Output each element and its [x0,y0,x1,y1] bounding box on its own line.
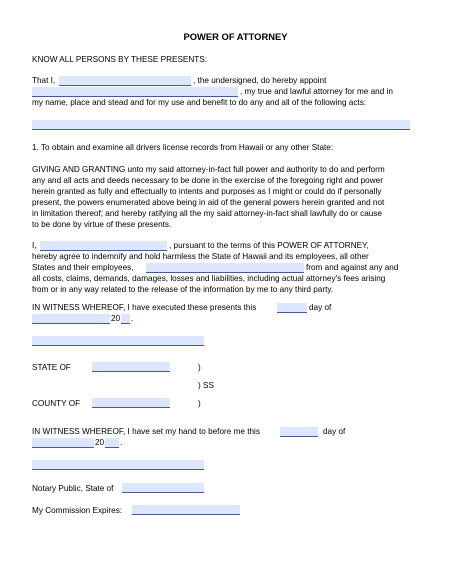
executed-period: . [131,314,134,323]
know-all-heading: KNOW ALL PERSONS BY THESE PRESENTS: [32,55,208,64]
undersigned-text: , the undersigned, do hereby appoint [193,76,327,85]
notary-month-field[interactable] [32,438,94,448]
indemnify-extra-field[interactable] [146,263,304,273]
notary-day-of-label: day of [323,427,346,436]
principal-name-field[interactable] [59,76,191,86]
document-title: POWER OF ATTORNEY [183,31,288,42]
executed-day-of-label: day of [309,303,332,312]
indemnify-line-3b: from and against any and [306,263,399,272]
notary-day-field[interactable] [280,427,318,437]
executed-month-field[interactable] [32,314,110,324]
county-paren: ) [198,399,201,408]
executed-year-field[interactable] [121,314,130,324]
state-paren: ) [198,363,201,372]
giving-line-5: in limitation thereof; and hereby ratifying all the my said attorney-in-fact shall lawfully do or cause [32,209,382,218]
notary-year-prefix: 20 [95,438,105,447]
commission-expires-field[interactable] [132,505,240,515]
indemnify-line-5: from or in any way related to the release of the information by me to any third party. [32,285,334,294]
giving-line-6: to be done by virtue of these presents. [32,220,172,229]
pursuant-text: , pursuant to the terms of this POWER OF ATTORNEY, [169,241,369,250]
true-lawful-text: , my true and lawful attorney for me and in [240,87,393,96]
that-i-label: That I, [32,76,56,85]
state-of-label: STATE OF [32,363,71,372]
executed-year-prefix: 20 [111,314,121,323]
item-1-text: 1. To obtain and examine all drivers license records from Hawaii or any other State: [32,143,334,152]
attorney-name-field[interactable] [32,87,238,97]
acts-field[interactable] [32,120,410,130]
executed-day-field[interactable] [277,303,307,313]
ss-label: ) SS [198,381,214,390]
indemnify-i-label: I, [32,241,37,250]
benefit-text: my name, place and stead and for my use and benefit to do any and all of the following acts: [32,98,367,107]
indemnify-name-field[interactable] [40,241,167,251]
commission-expires-label: My Commission Expires: [32,506,123,515]
indemnify-line-3a: States and their employees, [32,263,134,272]
notary-public-label: Notary Public, State of [32,484,114,493]
indemnify-line-2: hereby agree to indemnify and hold harmless the State of Hawaii and its employees, all other [32,252,369,261]
giving-line-2: any and all acts and deeds necessary to be done in the exercise of the foregoing right and power [32,176,383,185]
notary-period: . [120,438,123,447]
giving-line-1: GIVING AND GRANTING unto my said attorney-in-fact full power and authority to do and perform [32,165,385,174]
notary-year-field[interactable] [105,438,119,448]
notary-state-field[interactable] [122,483,204,493]
state-field[interactable] [92,362,170,372]
giving-line-4: present, the powers enumerated above being in aid of the general powers herein granted and not [32,198,385,207]
witness-notary-text: IN WITNESS WHEREOF, I have set my hand to before me this [32,427,260,436]
indemnify-line-4: all costs, claims, demands, damages, losses and liabilities, including actual attorney's fees arising [32,274,386,283]
county-of-label: COUNTY OF [32,399,81,408]
witness-executed-text: IN WITNESS WHEREOF, I have executed these presents this [32,303,257,312]
notary-signature-field[interactable] [32,460,204,470]
county-field[interactable] [92,398,170,408]
giving-line-3: herein granted as fully and effectually to intents and purposes as I might or could do if personally [32,187,382,196]
principal-signature-field[interactable] [32,336,204,346]
